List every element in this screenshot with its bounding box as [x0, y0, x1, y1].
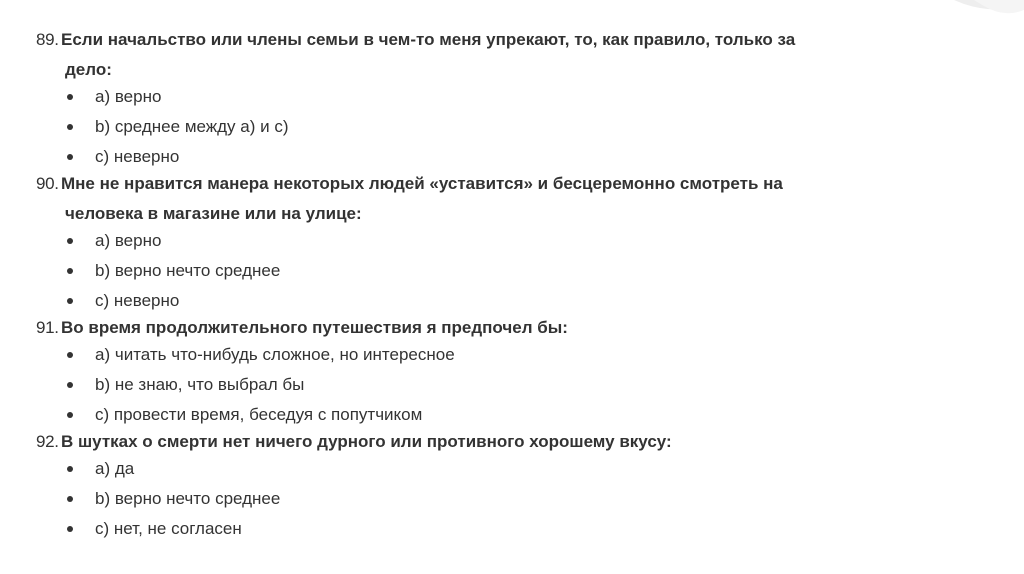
question-text-continued: человека в магазине или на улице: — [65, 204, 362, 223]
answer-option[interactable] — [36, 286, 856, 316]
bullet-icon — [67, 268, 73, 274]
bullet-icon — [67, 298, 73, 304]
bullet-icon — [67, 526, 73, 532]
option-label: a) читать что-нибудь сложное, но интересное — [95, 345, 455, 364]
answer-option[interactable] — [36, 82, 856, 112]
question-90 — [36, 172, 856, 316]
option-label: a) верно — [95, 231, 162, 250]
question-text-continued: дело: — [65, 60, 112, 79]
question-92 — [36, 430, 856, 544]
answer-option[interactable] — [36, 112, 856, 142]
answer-option[interactable] — [36, 256, 856, 286]
bullet-icon — [67, 466, 73, 472]
question-number: 89. — [36, 30, 59, 49]
question-91 — [36, 316, 856, 430]
answer-option[interactable] — [36, 226, 856, 256]
answer-option[interactable] — [36, 142, 856, 172]
corner-decoration — [954, 0, 1024, 18]
answer-option[interactable] — [36, 454, 856, 484]
bullet-icon — [67, 412, 73, 418]
question-text: Мне не нравится манера некоторых людей «уставится» и бесцеремонно смотреть на — [61, 174, 783, 193]
option-label: a) да — [95, 459, 135, 478]
option-label: b) не знаю, что выбрал бы — [95, 375, 305, 394]
answer-option[interactable] — [36, 400, 856, 430]
option-label: c) провести время, беседуя с попутчиком — [95, 405, 423, 424]
bullet-icon — [67, 352, 73, 358]
question-header — [36, 28, 856, 52]
bullet-icon — [67, 154, 73, 160]
answer-option[interactable] — [36, 484, 856, 514]
option-label: c) неверно — [95, 147, 180, 166]
answer-option[interactable] — [36, 514, 856, 544]
option-label: b) среднее между a) и c) — [95, 117, 289, 136]
bullet-icon — [67, 238, 73, 244]
option-label: a) верно — [95, 87, 162, 106]
question-number: 91. — [36, 318, 59, 337]
answer-option[interactable] — [36, 370, 856, 400]
question-header — [36, 172, 856, 196]
option-label: c) неверно — [95, 291, 180, 310]
option-label: b) верно нечто среднее — [95, 261, 281, 280]
question-text: В шутках о смерти нет ничего дурного или противного хорошему вкусу: — [61, 432, 672, 451]
answer-option[interactable] — [36, 340, 856, 370]
question-list — [36, 28, 856, 544]
question-number: 92. — [36, 432, 59, 451]
option-label: b) верно нечто среднее — [95, 489, 281, 508]
question-text: Если начальство или члены семьи в чем-то меня упрекают, то, как правило, только за — [61, 30, 796, 49]
question-89 — [36, 28, 856, 172]
question-header — [36, 430, 856, 454]
question-text: Во время продолжительного путешествия я предпочел бы: — [61, 318, 568, 337]
bullet-icon — [67, 94, 73, 100]
option-label: c) нет, не согласен — [95, 519, 242, 538]
bullet-icon — [67, 382, 73, 388]
question-number: 90. — [36, 174, 59, 193]
bullet-icon — [67, 496, 73, 502]
bullet-icon — [67, 124, 73, 130]
question-header — [36, 316, 856, 340]
